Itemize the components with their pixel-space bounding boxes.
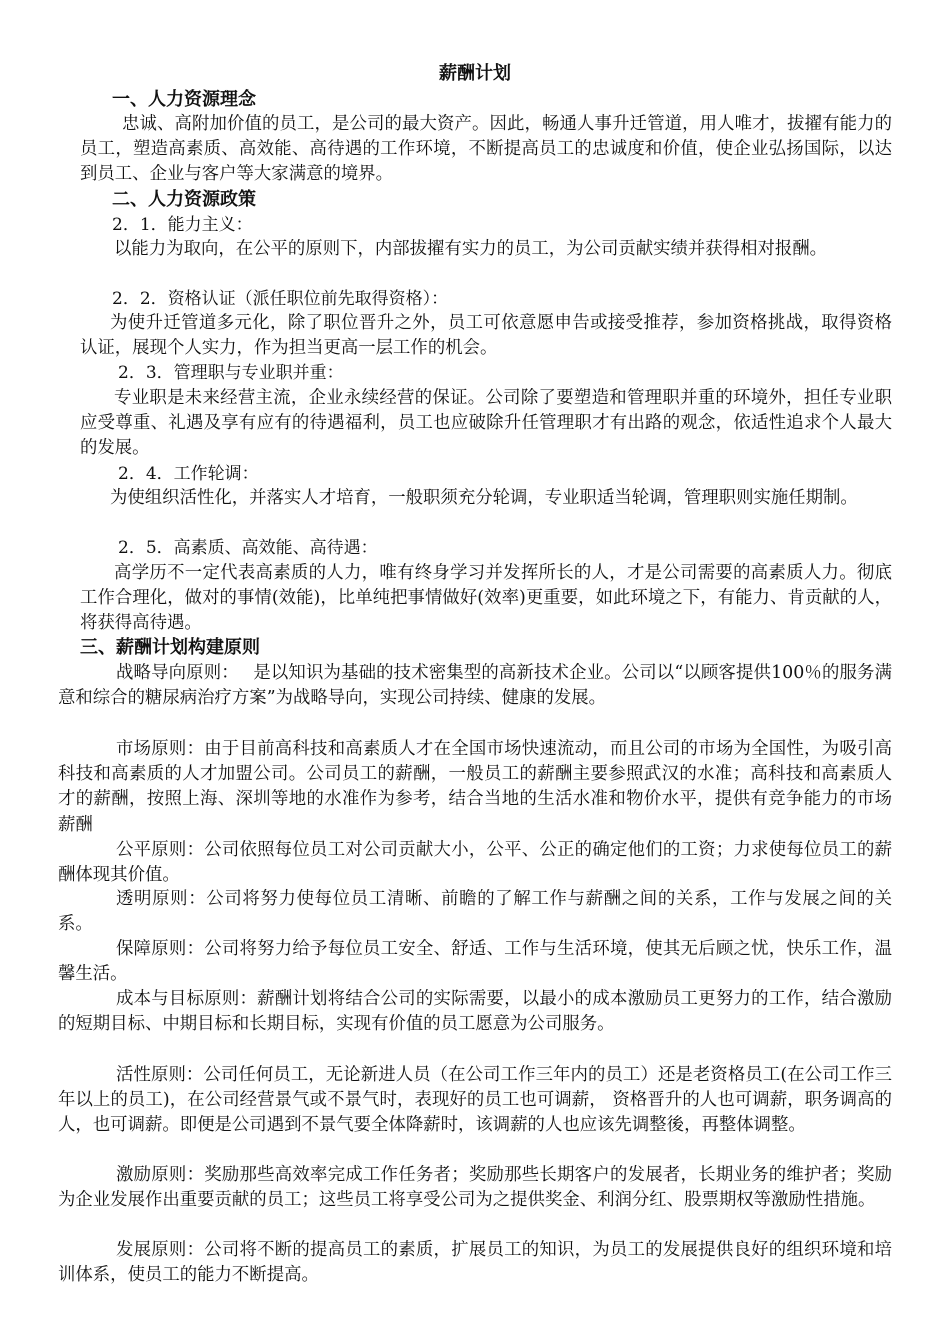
- principle-security: 保障原则：公司将努力给予每位员工安全、舒适、工作与生活环境，使其无后顾之忧，快乐工作，温馨生活。: [58, 939, 892, 985]
- policy-item-title: 2．1．能力主义：: [112, 215, 253, 235]
- policy-item-body: 为使升迁管道多元化，除了职位晋升之外，员工可依意愿申告或接受推荐，参加资格挑战，取得资格认证，展现个人实力，作为担当更高一层工作的机会。: [80, 313, 892, 359]
- policy-item-body: 高学历不一定代表高素质的人力，唯有终身学习并发挥所长的人，才是公司需要的高素质人力。彻底工作合理化，做对的事情(效能)，比单纯把事情做好(效率)更重要，如此环境之下，有能力、肯贡献的人，将获得高待遇。: [80, 563, 892, 634]
- principle-incentive: 激励原则：奖励那些高效率完成工作任务者；奖励那些长期客户的发展者，长期业务的维护者；奖励为企业发展作出重要贡献的员工；这些员工将享受公司为之提供奖金、利润分红、股票期权等激励性措施。: [58, 1165, 892, 1211]
- section-heading-principles: 三、薪酬计划构建原则: [80, 637, 260, 658]
- policy-item-title: 2．3．管理职与专业职并重：: [118, 363, 344, 383]
- policy-item-body: 为使组织活性化，并落实人才培育，一般职须充分轮调，专业职适当轮调，管理职则实施任期制。: [110, 488, 858, 508]
- section-heading-policy: 二、人力资源政策: [112, 189, 256, 210]
- policy-item-title: 2．5．高素质、高效能、高待遇：: [118, 538, 378, 558]
- philosophy-paragraph: 忠诚、高附加价值的员工，是公司的最大资产。因此，畅通人事升迁管道，用人唯才，拔擢有能力的员工，塑造高素质、高效能、高待遇的工作环境，不断提高员工的忠诚度和价值，使企业弘扬国际，以达到员工、企业与客户等大家满意的境界。: [80, 114, 892, 185]
- section-heading-philosophy: 一、人力资源理念: [112, 89, 256, 110]
- principle-transparency: 透明原则：公司将努力使每位员工清晰、前瞻的了解工作与薪酬之间的关系，工作与发展之间的关系。: [58, 889, 892, 935]
- policy-item-title: 2．2．资格认证（派任职位前先取得资格）：: [112, 289, 449, 309]
- document-title: 薪酬计划: [439, 63, 511, 84]
- policy-item-title: 2．4．工作轮调：: [118, 464, 259, 484]
- principle-market: 市场原则：由于目前高科技和高素质人才在全国市场快速流动，而且公司的市场为全国性，为吸引高科技和高素质的人才加盟公司。公司员工的薪酬，一般员工的薪酬主要参照武汉的水准；高科技和高素质人才的薪酬，按照上海、深圳等地的水准作为参考，结合当地的生活水准和物价水平，提供有竞争能力的市场薪酬: [58, 739, 892, 835]
- policy-item-body: 专业职是未来经营主流，企业永续经营的保证。公司除了要塑造和管理职并重的环境外，担任专业职应受尊重、礼遇及享有应有的待遇福利，员工也应破除升任管理职才有出路的观念，依适性追求个人最大的发展。: [80, 388, 892, 459]
- principle-development: 发展原则：公司将不断的提高员工的素质，扩展员工的知识，为员工的发展提供良好的组织环境和培训体系，使员工的能力不断提高。: [58, 1240, 892, 1286]
- principle-flexibility: 活性原则：公司任何员工，无论新进人员（在公司工作三年内的员工）还是老资格员工(在公司工作三年以上的员工)，在公司经营景气或不景气时，表现好的员工也可调薪， 资格晋升的人也可调薪，职务调高的人，也可调薪。即便是公司遇到不景气要全体降薪时，该调薪的人也应该先调整後，再整体调整。: [58, 1065, 892, 1136]
- policy-item-body: 以能力为取向，在公平的原则下，内部拔擢有实力的员工，为公司贡献实绩并获得相对报酬。: [114, 239, 828, 259]
- principle-fairness: 公平原则：公司依照每位员工对公司贡献大小，公平、公正的确定他们的工资；力求使每位员工的薪酬体现其价值。: [58, 840, 892, 886]
- principle-cost-target: 成本与目标原则：薪酬计划将结合公司的实际需要，以最小的成本激励员工更努力的工作，结合激励的短期目标、中期目标和长期目标，实现有价值的员工愿意为公司服务。: [58, 989, 892, 1035]
- principle-strategy: 战略导向原则： 是以知识为基础的技术密集型的高新技术企业。公司以“以顾客提供100％的服务满意和综合的糖尿病治疗方案”为战略导向，实现公司持续、健康的发展。: [58, 663, 892, 709]
